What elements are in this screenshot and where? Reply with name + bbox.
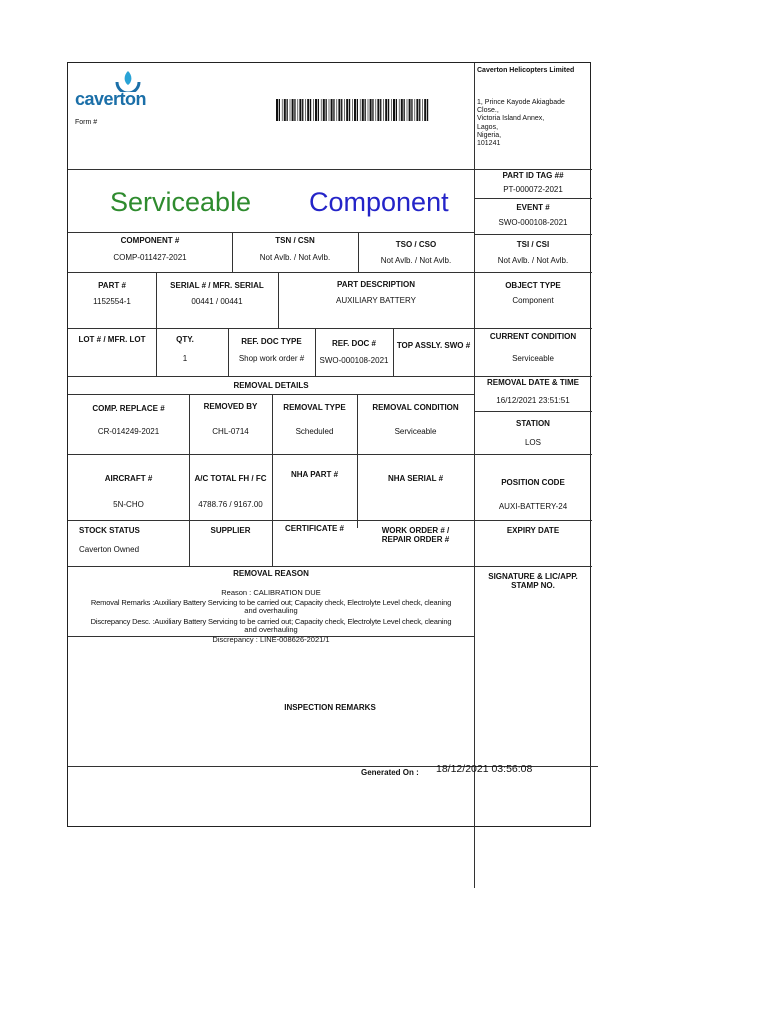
address-line-3: Victoria Island Annex,	[477, 115, 545, 122]
ac-total-value: 4788.76 / 9167.00	[198, 500, 263, 509]
barcode-bar	[427, 99, 428, 121]
barcode-bar	[321, 99, 322, 121]
barcode-bar	[409, 99, 411, 121]
barcode-bar	[279, 99, 280, 121]
barcode-bar	[385, 99, 387, 121]
part-number-value: 1152554-1	[93, 297, 131, 306]
discrepancy-reference: Discrepancy : LINE-008626-2021/1	[212, 635, 330, 644]
comp-replace-value: CR-014249-2021	[97, 427, 160, 436]
barcode-bar	[331, 99, 333, 121]
removal-datetime-label: REMOVAL DATE & TIME	[487, 378, 579, 387]
inspection-remarks-label: INSPECTION REMARKS	[284, 703, 376, 712]
lot-label: LOT # / MFR. LOT	[78, 335, 146, 344]
form-number-label: Form #	[75, 119, 98, 126]
barcode-bar	[422, 99, 423, 121]
serial-label: SERIAL # / MFR. SERIAL	[170, 281, 264, 290]
event-value: SWO-000108-2021	[498, 218, 568, 227]
position-code-value: AUXI-BATTERY-24	[498, 502, 568, 511]
current-condition-value: Serviceable	[512, 354, 554, 363]
barcode-bar	[393, 99, 395, 121]
company-name: Caverton Helicopters Limited	[477, 67, 575, 74]
barcode-bar	[404, 99, 405, 121]
position-code-label: POSITION CODE	[501, 478, 565, 487]
barcode-bar	[284, 99, 286, 121]
address-line-6: 101241	[477, 140, 501, 147]
stock-status-value: Caverton Owned	[79, 545, 140, 554]
removal-remarks-line-2: and overhauling	[244, 606, 298, 615]
barcode-bar	[368, 99, 369, 121]
ac-total-label: A/C TOTAL FH / FC	[194, 474, 267, 483]
barcode-bar	[310, 99, 311, 121]
barcode-bar	[282, 99, 283, 121]
barcode-bar	[346, 99, 348, 121]
tsn-label: TSN / CSN	[275, 236, 315, 245]
tso-value: Not Avlb. / Not Avlb.	[380, 256, 452, 265]
tsi-value: Not Avlb. / Not Avlb.	[497, 256, 569, 265]
work-order-label-1: WORK ORDER # /	[381, 526, 450, 535]
qty-label: QTY.	[176, 335, 194, 344]
aircraft-label: AIRCRAFT #	[104, 474, 153, 483]
removal-reason-label: REMOVAL REASON	[233, 569, 309, 578]
barcode-bar	[391, 99, 392, 121]
barcode-bar	[333, 99, 334, 121]
nha-part-label: NHA PART #	[290, 470, 339, 479]
barcode-bar	[352, 99, 353, 121]
tso-label: TSO / CSO	[395, 240, 437, 249]
barcode-bar	[401, 99, 403, 121]
barcode-bar	[411, 99, 412, 121]
barcode-bar	[329, 99, 330, 121]
barcode-bar	[315, 99, 317, 121]
address-line-5: Nigeria,	[477, 132, 502, 139]
stock-status-label: STOCK STATUS	[79, 526, 140, 535]
title-component: Component	[309, 187, 449, 217]
barcode-bar	[305, 99, 306, 121]
barcode-bar	[326, 99, 327, 121]
barcode-bar	[318, 99, 319, 121]
barcode-bar	[341, 99, 342, 121]
object-type-label: OBJECT TYPE	[505, 281, 561, 290]
barcode-bar	[290, 99, 291, 121]
barcode	[276, 99, 430, 121]
barcode-bar	[313, 99, 314, 121]
generated-on-value: 18/12/2021 03:56:08	[436, 763, 533, 775]
supplier-label: SUPPLIER	[210, 526, 251, 535]
barcode-bar	[338, 99, 340, 121]
barcode-bar	[362, 99, 364, 121]
barcode-bar	[292, 99, 294, 121]
serial-value: 00441 / 00441	[191, 297, 243, 306]
station-label: STATION	[516, 419, 550, 428]
barcode-bar	[365, 99, 366, 121]
part-number-label: PART #	[98, 281, 126, 290]
current-condition-label: CURRENT CONDITION	[489, 332, 577, 341]
certificate-label: CERTIFICATE #	[285, 524, 344, 533]
barcode-bar	[416, 99, 418, 121]
barcode-bar	[360, 99, 361, 121]
reason-text: Reason : CALIBRATION DUE	[221, 588, 321, 597]
tsn-value: Not Avlb. / Not Avlb.	[259, 253, 331, 262]
barcode-bar	[370, 99, 372, 121]
qty-value: 1	[182, 354, 188, 363]
logo-tagline	[78, 108, 79, 112]
barcode-bar	[287, 99, 288, 121]
part-id-tag-label: PART ID TAG ##	[502, 171, 564, 180]
barcode-bar	[307, 99, 309, 121]
barcode-bar	[388, 99, 389, 121]
removed-by-label: REMOVED BY	[203, 402, 258, 411]
barcode-bar	[323, 99, 325, 121]
discrepancy-desc-line-1: Discrepancy Desc. :Auxiliary Battery Servicing to be carried out; Capacity check, Electrolyte Level check, cleaning	[90, 617, 452, 626]
barcode-bar	[376, 99, 377, 121]
signature-label-2: STAMP NO.	[511, 581, 555, 590]
part-description-label: PART DESCRIPTION	[336, 280, 416, 289]
component-value: COMP-011427-2021	[113, 253, 187, 262]
barcode-bar	[354, 99, 356, 121]
part-id-tag-value: PT-000072-2021	[503, 185, 563, 194]
barcode-bar	[298, 99, 299, 121]
expiry-date-label: EXPIRY DATE	[506, 526, 560, 535]
barcode-bar	[357, 99, 358, 121]
ref-doc-type-label: REF. DOC TYPE	[241, 337, 302, 346]
station-value: LOS	[524, 438, 541, 447]
removal-condition-label: REMOVAL CONDITION	[372, 403, 459, 412]
barcode-bar	[337, 99, 338, 121]
discrepancy-desc-line-2: and overhauling	[244, 625, 298, 634]
work-order-label-2: REPAIR ORDER #	[381, 535, 450, 544]
tsi-label: TSI / CSI	[516, 240, 550, 249]
barcode-bar	[415, 99, 416, 121]
removal-type-value: Scheduled	[295, 427, 334, 436]
barcode-bar	[344, 99, 345, 121]
removal-condition-value: Serviceable	[394, 427, 437, 436]
barcode-bar	[399, 99, 400, 121]
service-tag-form	[67, 62, 591, 827]
barcode-bar	[372, 99, 373, 121]
barcode-bar	[383, 99, 384, 121]
generated-on-label: Generated On :	[361, 768, 419, 777]
barcode-bar	[424, 99, 426, 121]
removal-remarks-line-1: Removal Remarks :Auxiliary Battery Servicing to be carried out; Capacity check, Electrolyte Level check, cleaning	[90, 598, 452, 607]
barcode-bar	[299, 99, 301, 121]
nha-serial-label: NHA SERIAL #	[387, 474, 444, 483]
ref-doc-type-value: Shop work order #	[238, 354, 305, 363]
comp-replace-label: COMP. REPLACE #	[92, 404, 165, 413]
object-type-value: Component	[512, 296, 554, 305]
barcode-bar	[294, 99, 295, 121]
barcode-bar	[302, 99, 303, 121]
part-description-value: AUXILIARY BATTERY	[336, 296, 416, 305]
component-label: COMPONENT #	[120, 236, 180, 245]
title-serviceable: Serviceable	[110, 187, 252, 217]
logo	[68, 63, 158, 123]
barcode-bar	[396, 99, 397, 121]
ref-doc-value: SWO-000108-2021	[319, 356, 389, 365]
barcode-bar	[380, 99, 381, 121]
ref-doc-label: REF. DOC #	[331, 339, 376, 348]
signature-label-1: SIGNATURE & LIC/APP.	[488, 572, 578, 581]
top-assly-label: TOP ASSLY. SWO #	[396, 341, 471, 350]
event-label: EVENT #	[516, 203, 550, 212]
barcode-bar	[276, 99, 278, 121]
removal-datetime-value: 16/12/2021 23:51:51	[496, 396, 570, 405]
barcode-bar	[407, 99, 408, 121]
address-line-1: 1, Prince Kayode Akiagbade	[477, 99, 565, 106]
removal-details-label: REMOVAL DETAILS	[233, 381, 309, 390]
barcode-bar	[349, 99, 350, 121]
address-line-2: Close.,	[477, 107, 499, 114]
removal-type-label: REMOVAL TYPE	[283, 403, 346, 412]
address-line-4: Lagos,	[477, 124, 499, 131]
aircraft-value: 5N-CHO	[113, 500, 144, 509]
barcode-bar	[419, 99, 420, 121]
removed-by-value: CHL-0714	[212, 427, 249, 436]
logo-text: caverton	[75, 89, 147, 109]
barcode-bar	[377, 99, 379, 121]
